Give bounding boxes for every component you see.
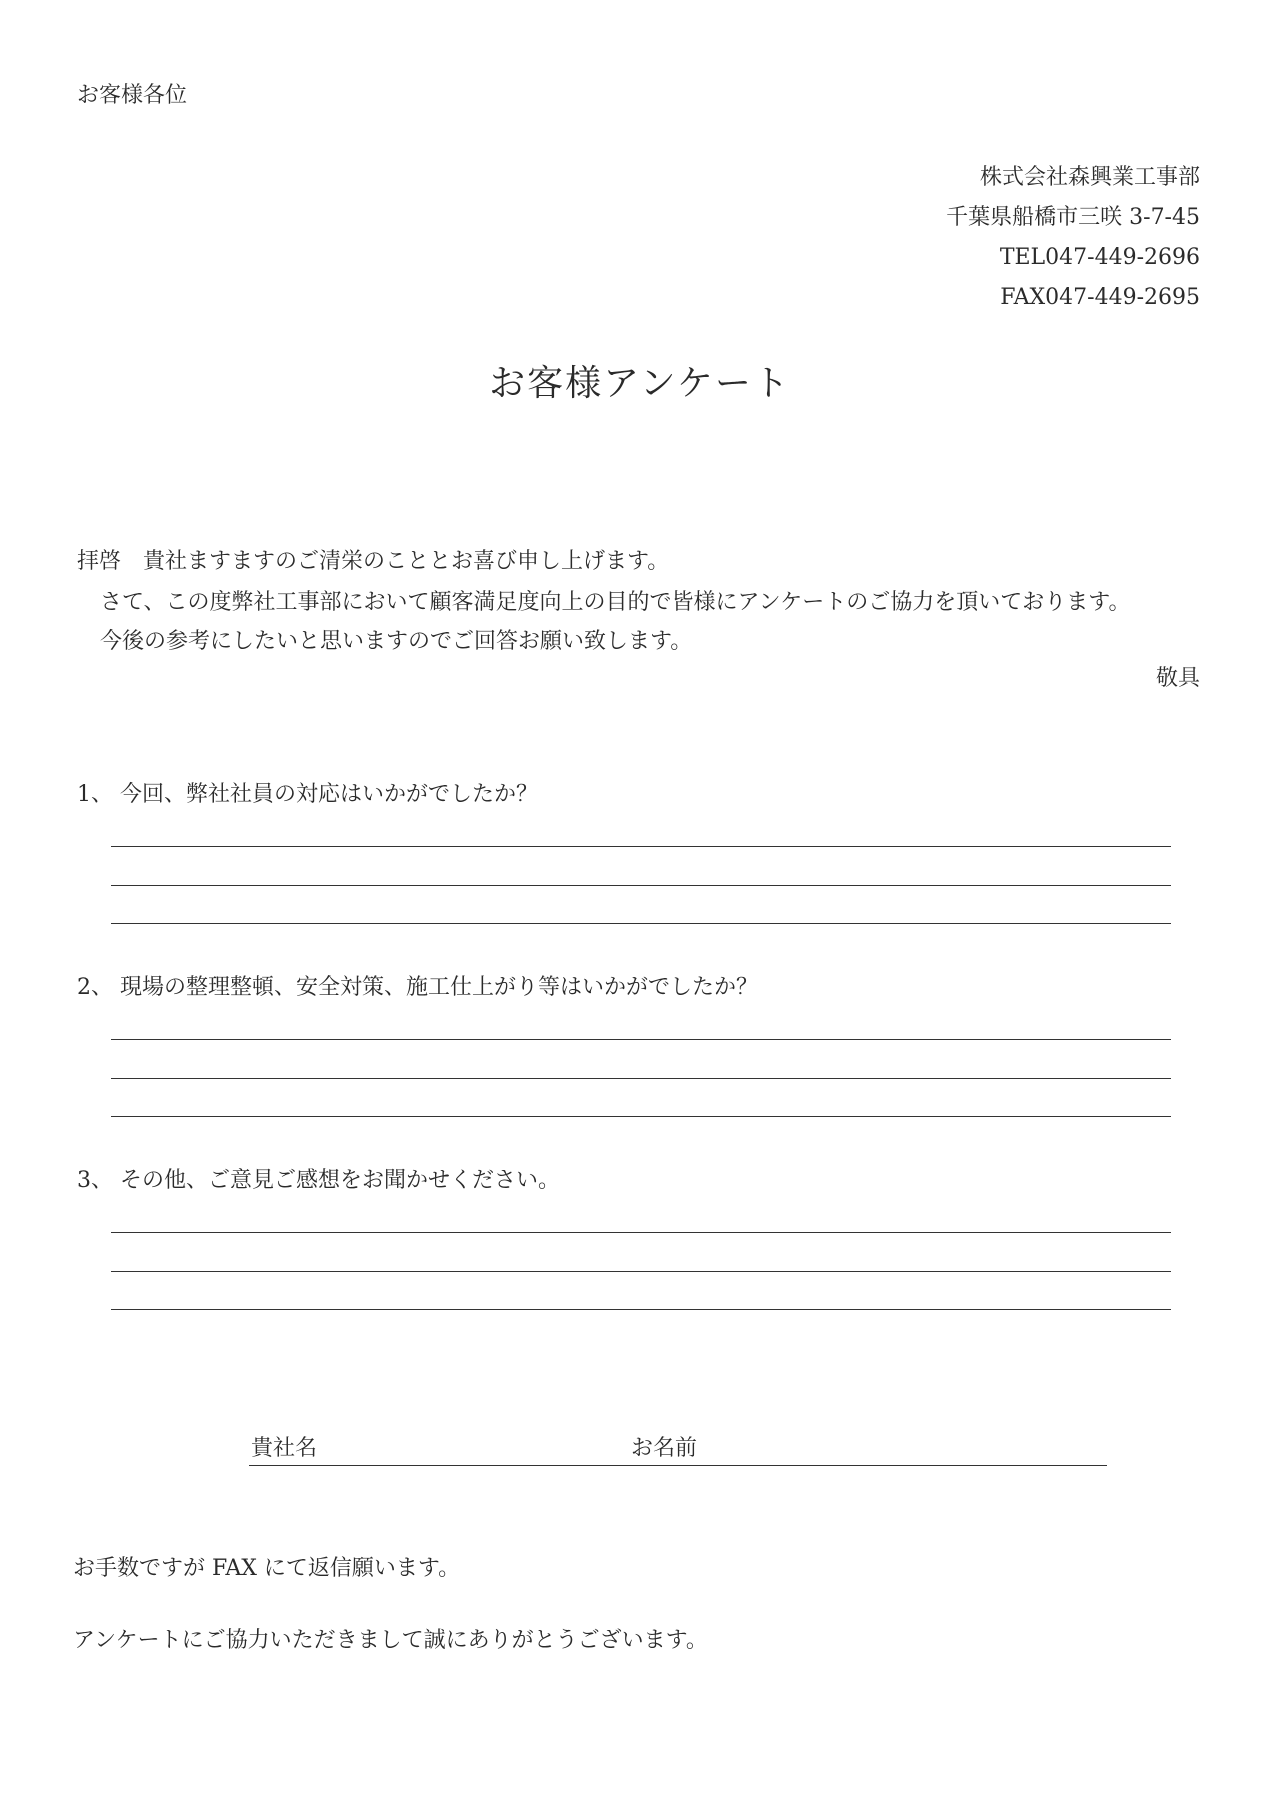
answer-2-line-2[interactable] — [111, 1078, 1171, 1079]
greeting-line-1: 拝啓 貴社ますますのご清栄のこととお喜び申し上げます。 — [77, 549, 670, 574]
question-1: 1、 今回、弊社社員の対応はいかがでしたか？ — [77, 782, 538, 807]
sender-address: 千葉県船橋市三咲 3-7-45 — [946, 205, 1200, 230]
answer-2-line-3[interactable] — [111, 1116, 1171, 1117]
thanks-message: アンケートにご協力いただきまして誠にありがとうございます。 — [73, 1628, 708, 1653]
answer-1-line-1[interactable] — [111, 846, 1171, 847]
answer-2-line-1[interactable] — [111, 1039, 1171, 1040]
addressee: お客様各位 — [77, 83, 188, 108]
answer-1-line-2[interactable] — [111, 885, 1171, 886]
answer-3-line-3[interactable] — [111, 1309, 1171, 1310]
page-title: お客様アンケート — [489, 363, 791, 404]
answer-3-line-2[interactable] — [111, 1271, 1171, 1272]
person-name-field[interactable] — [629, 1435, 1107, 1466]
answer-3-line-1[interactable] — [111, 1232, 1171, 1233]
greeting-closing: 敬具 — [1155, 666, 1200, 691]
company-name-field[interactable] — [249, 1435, 629, 1466]
answer-1-line-3[interactable] — [111, 923, 1171, 924]
sender-tel: TEL047-449-2696 — [999, 245, 1200, 270]
greeting-line-2: さて、この度弊社工事部において顧客満足度向上の目的で皆様にアンケートのご協力を頂いております。 — [100, 590, 1131, 615]
company-name-label: 貴社名 — [251, 1436, 318, 1461]
person-name-label: お名前 — [631, 1436, 698, 1461]
sender-company: 株式会社森興業工事部 — [979, 165, 1200, 190]
question-3: 3、 その他、ご意見ご感想をお聞かせください。 — [77, 1168, 560, 1193]
fax-note: お手数ですが FAX にて返信願います。 — [73, 1556, 461, 1581]
greeting-line-3: 今後の参考にしたいと思いますのでご回答お願い致します。 — [100, 629, 693, 654]
question-2: 2、 現場の整理整頓、安全対策、施工仕上がり等はいかがでしたか？ — [77, 975, 758, 1000]
sender-fax: FAX047-449-2695 — [1000, 285, 1200, 310]
sender-block — [800, 158, 1200, 318]
